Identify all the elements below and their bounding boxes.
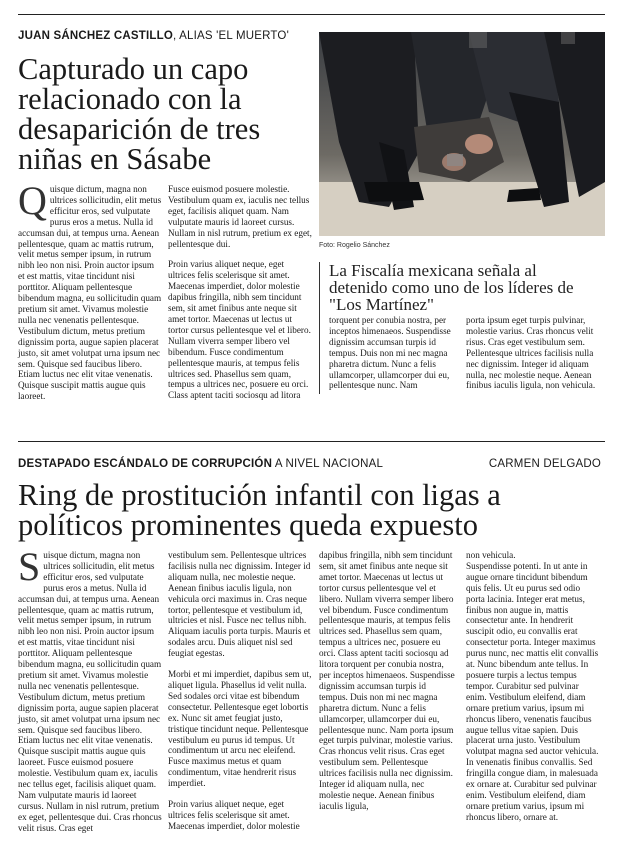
story2-col4-paragraph: Suspendisse potenti. In ut ante in augue ornare tincidunt bibendum quis felis. Ut eu purus sed odio porta lacinia. Integer erat metus, finibus non augue in, mattis consectetur ante. In hendrerit suscipit odio, eu convallis erat consectetur porta. Integer maximus purus nunc, nec mattis elit convallis at. Nunc bibendum ante tellus. In posuere turpis a lectus tempus tempor. Curabitur sed pulvinar enim. Vestibulum eleifend, diam ornare pretium varius, ipsum mi rhoncus libero, venenatis faucibus augue tellus vitae sapien. Duis placerat urna justo. Vestibulum volutpat magna sed auctor vehicula. In venenatis finibus convallis. Sed fringilla congue diam, in malesuada ex ornare at. Curabitur sed pulvinar enim. Vestibulum eleifend, diam ornare pretium varius, ipsum mi rhoncus libero, ornare at. xyxy=(466,560,599,822)
story2-headline-line: Ring de prostitución infantil con ligas a xyxy=(18,478,501,512)
story1-col2-paragraph: Fusce euismod posuere molestie. Vestibulum quam ex, iaculis nec tellus eget, facilisis aliquet quam. Nam vulputate mauris id laoreet cursus. Nullam in nisl rutrum, pretium ex eget, pellentesque dui. xyxy=(168,184,312,249)
story2-col1-text: uisque dictum, magna non ultrices sollicitudin, elit metus efficitur eros, sed vulputate purus eros a metus. Nulla id accumsan dui, at tempus urna. Aenean pellentesque, quam ac mattis rutrum, velit metus semper ipsum, in rutrum nibh leo non nisi. Proin auctor ipsum et est mattis, vitae tincidunt nisi porttitor. Aliquam pellentesque bibendum magna, eu sollicitudin quam pretium sit amet. Vivamus molestie nulla nec venenatis pellentesque. Vestibulum dictum, metus pretium dignissim porta, augue sapien placerat justo, sit amet volutpat urna ipsum nec sem. Quisque sed faucibus libero. Etiam luctus nec elit vitae venenatis. Quisque suscipit mattis augue quis laoreet. Fusce euismod posuere molestie. Vestibulum quam ex, iaculis nec tellus eget, facilisis aliquet quam. Nam vulputate mauris id laoreet cursus. Nullam in nisl rutrum, pretium ex eget, pellentesque dui. Cras rhoncus velit risus. Cras eget xyxy=(18,550,162,833)
story1-column-3: torquent per conubia nostra, per inceptos himenaeos. Suspendisse dignissim accumsan turpis id tempus. Duis non mi nec magna pharetra dictum. Nunc a felis ullamcorper, ullamcorper dui eu, pellentesque nunc. Nam xyxy=(329,315,451,391)
story1-headline-line: Capturado un capo xyxy=(18,52,249,86)
pull-quote-line: "Los Martínez" xyxy=(329,295,434,314)
story2-drop-cap: S xyxy=(18,544,41,589)
story2-column-1 xyxy=(18,544,162,833)
pull-quote-line: detenido como uno de los líderes de xyxy=(329,278,574,297)
story2-col2-paragraph: vestibulum sem. Pellentesque ultrices facilisis nulla nec dignissim. Integer id aliquam nulla, nec molestie neque. Aenean finibus iaculis ligula, non vehicula orci maximus in. Cras neque tortor, pellentesque et vestibulum id, ultricies et nisl. Fusce nec tellus nibh. Aliquam iaculis porta turpis. Mauris et sodales arcu. Duis aliquet nisl sed feugiat egestas. xyxy=(168,550,311,659)
story1-headline-line: relacionado con la xyxy=(18,82,242,116)
story2-column-2 xyxy=(168,550,312,832)
story1-column-2 xyxy=(168,184,313,401)
story1-col2-paragraph: Proin varius aliquet neque, eget ultrices felis scelerisque sit amet. Maecenas imperdiet, dolor molestie dapibus fringilla, nibh sem tincidunt sem, sit amet finibus ante neque sit amet tortor. Maecenas ut lectus ut tortor cursus pellentesque vel et libero. Nullam viverra semper libero vel bibendum. Fusce condimentum pellentesque mauris, at tempus felis ultrices sed. Phasellus sem quam, tempus a ultrices nec, posuere eu orci. Class aptent taciti sociosqu ad litora xyxy=(168,259,311,401)
top-rule xyxy=(18,14,605,15)
story1-headline xyxy=(18,54,313,174)
story2-kicker-bold: DESTAPADO ESCÁNDALO DE CORRUPCIÓN xyxy=(18,458,273,470)
police-arrest-photo xyxy=(319,32,605,236)
story1-column-1 xyxy=(18,178,162,402)
story2-kicker xyxy=(18,458,383,470)
story1-column-4: porta ipsum eget turpis pulvinar, molestie varius. Cras rhoncus velit risus. Cras eget vestibulum sem. Pellentesque ultrices facilisis nulla nec dignissim. Integer id aliquam nulla, nec molestie neque. Aenean finibus iaculis ligula, non vehicula. xyxy=(466,315,596,391)
story1-kicker-rest: , ALIAS 'EL MUERTO' xyxy=(172,30,289,42)
story2-headline xyxy=(18,480,608,540)
story1-kicker-bold: JUAN SÁNCHEZ CASTILLO xyxy=(18,30,173,42)
story1-drop-cap: Q xyxy=(18,178,47,223)
story1-sidebar-divider xyxy=(319,262,320,394)
story1-kicker xyxy=(18,30,289,42)
story2-headline-line: políticos prominentes queda expuesto xyxy=(18,508,478,542)
story1-photo-caption: Foto: Rogelio Sánchez xyxy=(319,242,390,249)
story2-byline: CARMEN DELGADO xyxy=(488,458,601,470)
story2-col2-paragraph: Proin varius aliquet neque, eget ultrices felis scelerisque sit amet. Maecenas imperdiet, dolor molestie xyxy=(168,799,300,831)
story2-col4-paragraph: non vehicula. xyxy=(466,550,516,560)
pull-quote-line: La Fiscalía mexicana señala al xyxy=(329,261,537,280)
story1-pull-quote xyxy=(329,262,609,313)
story2-kicker-rest: A NIVEL NACIONAL xyxy=(272,458,384,470)
story2-col2-paragraph: Morbi et mi imperdiet, dapibus sem ut, aliquet ligula. Phasellus id velit nulla. Sed sodales orci vitae est bibendum consectetur. Pellentesque eget lobortis ex. Nunc sit amet feugiat justo, tristique tincidunt neque. Pellentesque vestibulum eu purus id tempus. Ut condimentum ut arcu nec eleifend. Fusce maximus metus et quam condimentum, vitae hendrerit risus imperdiet. xyxy=(168,669,312,789)
story2-column-4 xyxy=(466,550,600,832)
section-rule xyxy=(18,441,605,442)
story1-col1-text: uisque dictum, magna non ultrices sollicitudin, elit metus efficitur eros, sed vulputate purus eros a metus. Nulla id accumsan dui, at tempus urna. Aenean pellentesque, quam ac mattis rutrum, velit metus semper ipsum, in rutrum nibh leo non nisi. Proin auctor ipsum et est mattis, vitae tincidunt nisi porttitor. Aliquam pellentesque bibendum magna, eu sollicitudin quam pretium sit amet. Vivamus molestie nulla nec venenatis pellentesque. Vestibulum dictum, metus pretium dignissim porta, augue sapien placerat justo, sit amet volutpat urna ipsum nec sem. Quisque sed faucibus libero. Etiam luctus nec elit vitae venenatis. Quisque suscipit mattis augue quis laoreet. xyxy=(18,184,162,402)
story1-headline-line: desaparición de tres xyxy=(18,112,261,146)
story1-headline-line: niñas en Sásabe xyxy=(18,142,212,176)
story2-column-3: dapibus fringilla, nibh sem tincidunt sem, sit amet finibus ante neque sit amet tortor. Maecenas ut lectus ut tortor cursus pellentesque vel et libero. Nullam viverra semper libero vel bibendum. Fusce condimentum pellentesque mauris, at tempus felis ultrices sed. Phasellus sem quam, tempus a ultrices nec, posuere eu orci. Class aptent taciti sociosqu ad litora torquent per conubia nostra, per inceptos himenaeos. Suspendisse dignissim accumsan turpis id tempus. Duis non mi nec magna pharetra dictum. Nunc a felis ullamcorper, ullamcorper dui eu, pellentesque nunc. Nam porta ipsum eget turpis pulvinar, molestie varius. Cras rhoncus velit risus. Cras eget vestibulum sem. Pellentesque ultrices facilisis nulla nec dignissim. Integer id aliquam nulla, nec molestie neque. Aenean finibus iaculis ligula, xyxy=(319,550,455,811)
story1-photo xyxy=(319,32,605,236)
